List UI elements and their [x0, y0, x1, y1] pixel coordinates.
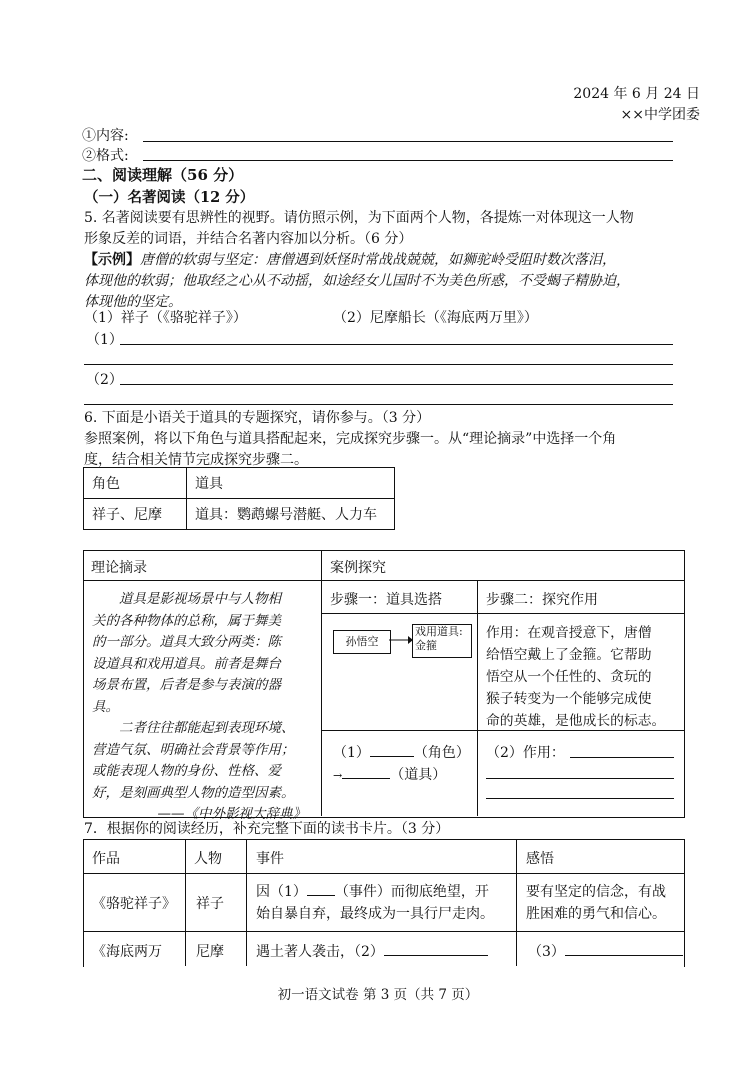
q6-line2: 参照案例，将以下角色与道具搭配起来，完成探究步骤一。从“理论摘录”中选择一个角	[84, 431, 617, 447]
content-blank-line[interactable]	[143, 141, 673, 142]
theory-header: 理论摘录	[91, 560, 147, 576]
step2-header: 步骤二：探究作用	[486, 592, 598, 608]
role-prop-table	[83, 467, 395, 530]
q7-line: 7．根据你的阅读经历，补充完整下面的读书卡片。（3 分）	[84, 821, 450, 837]
q5-answer1-line-a[interactable]	[120, 344, 673, 345]
q5-example-line2: 体现他的软弱；他取经之心从不动摇，如途经女儿国时不为美色所惑，不受蝎子精胁迫，	[84, 273, 630, 289]
prop-cell: 道具：鹦鹉螺号潜艇、人力车	[187, 499, 395, 530]
format-blank-line[interactable]	[143, 160, 673, 161]
q5-answer2-label: （2）	[86, 372, 123, 388]
q6-line3: 度，结合相关情节完成探究步骤二。	[84, 452, 308, 468]
q5-line1: 5. 名著阅读要有思辨性的视野。请仿照示例，为下面两个人物，各提炼一对体现这一人物	[84, 210, 634, 226]
r1-insight-line1: 要有坚定的信念，有战	[526, 884, 666, 900]
prop-box-line2: 金箍	[415, 639, 437, 652]
step1-header: 步骤一：道具选搭	[330, 592, 442, 608]
r1-event-a: 因（1）	[256, 884, 307, 900]
r1-work: 《骆驼祥子》	[92, 896, 176, 912]
case-header: 案例探究	[330, 560, 386, 576]
notice-date: 2024 年 6 月 24 日	[573, 86, 700, 102]
q5-example-line3: 体现他的坚定。	[84, 294, 182, 310]
page-footer: 初一语文试卷 第 3 页（共 7 页）	[277, 987, 479, 1003]
r1-person: 祥子	[196, 896, 224, 912]
q5-answer2-line-b[interactable]	[84, 404, 673, 405]
r2-event: 遇土著人袭击，（2）	[256, 944, 384, 960]
format-label: ②格式:	[82, 148, 129, 164]
r1-event-c: 始自暴自弃，最终成为一具行尸走肉。	[256, 906, 494, 922]
content-label: ①内容:	[82, 128, 129, 144]
q5-option1: （1）祥子（《骆驼祥子》）	[84, 310, 247, 326]
r2-work: 《海底两万	[92, 944, 162, 960]
effect-blank-line2[interactable]	[486, 778, 674, 779]
col-insight: 感悟	[526, 851, 554, 867]
r2-insight: （3）	[528, 944, 565, 960]
notice-org: ××中学团委	[620, 107, 700, 123]
prop-header: 道具	[187, 468, 395, 499]
role-cell: 祥子、尼摩	[84, 499, 187, 530]
q5-answer2-line-a[interactable]	[120, 384, 673, 385]
role-header: 角色	[84, 468, 187, 499]
r2-event-blank[interactable]	[384, 943, 488, 956]
r1-event-blank[interactable]	[307, 883, 335, 896]
fill2-label: （2）作用：	[486, 745, 565, 761]
effect-blank-line1[interactable]	[570, 757, 674, 758]
col-person: 人物	[194, 851, 222, 867]
prop-box	[412, 624, 472, 658]
prop-blank[interactable]	[342, 766, 390, 779]
col-work: 作品	[92, 851, 120, 867]
fill1-prop-suffix: （道具）	[390, 767, 447, 783]
prop-box-line1: 戏用道具:	[415, 625, 463, 638]
q5-answer1-label: （1）	[86, 332, 123, 348]
subsection-title: （一）名著阅读（12 分）	[84, 189, 255, 206]
q5-answer1-line-b[interactable]	[84, 364, 673, 365]
arrow-small-icon: →	[333, 769, 343, 782]
q5-example-line1: 唐僧的软弱与坚定：唐僧遇到妖怪时常战战兢兢，如狮驼岭受阻时数次落泪，	[140, 252, 616, 268]
role-blank[interactable]	[370, 744, 414, 757]
theory-text: 道具是影视场景中与人物相 关的各种物体的总称，属于舞美 的一部分。道具大致分两类：陈 设道具和戏用道具。前者是舞台 场景布置，后者是参与表演的器 具。 二者往往都能起到表现环境、 营造气氛、明确社会背景等作用； 或能表现人物的身份、性格、爱 好，是刻画典型人物的造型因素。 ——《中外影视大辞典》	[92, 591, 306, 822]
col-event: 事件	[256, 851, 284, 867]
role-box: 孙悟空	[333, 630, 391, 654]
r1-event-b: （事件）而彻底绝望，开	[334, 884, 489, 900]
fill1-label: （1）	[333, 745, 370, 761]
r2-person: 尼摩	[196, 944, 224, 960]
q6-line1: 6. 下面是小语关于道具的专题探究，请你参与。（3 分）	[84, 410, 431, 426]
r1-insight-line2: 胜困难的勇气和信心。	[526, 906, 666, 922]
example-effect: 作用：在观音授意下，唐僧 给悟空戴上了金箍。它帮助 悟空从一个任性的、贪玩的 猴子转变为一个能够完成使 命的英雄，是他成长的标志。	[486, 625, 666, 729]
section-title: 二、阅读理解（56 分）	[82, 166, 244, 184]
q5-example-tag: 【示例】	[84, 252, 140, 268]
q5-option2: （2）尼摩船长（《海底两万里》）	[333, 310, 538, 326]
fill1-role-suffix: （角色）	[413, 745, 470, 761]
arrow-icon	[389, 633, 413, 647]
q5-line2: 形象反差的词语，并结合名著内容加以分析。（6 分）	[84, 231, 413, 247]
r2-insight-blank[interactable]	[565, 943, 683, 956]
effect-blank-line3[interactable]	[486, 798, 674, 799]
